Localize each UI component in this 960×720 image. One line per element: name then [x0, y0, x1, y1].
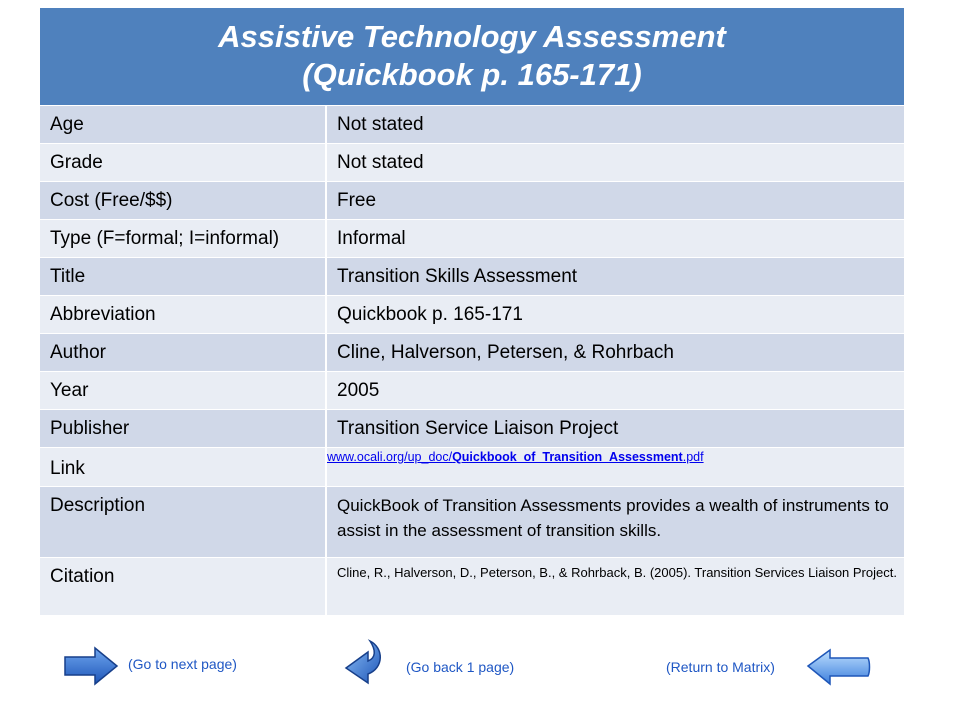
row-label: Publisher: [40, 410, 327, 447]
row-label: Abbreviation: [40, 296, 327, 333]
pdf-link[interactable]: [327, 450, 704, 464]
return-arrow-icon[interactable]: [806, 646, 872, 688]
row-value: Quickbook p. 165-171: [337, 304, 523, 325]
row-label: Cost (Free/$$): [40, 182, 327, 219]
link-bold: Quickbook_of_Transition_Assessment: [452, 450, 683, 464]
table-row-citation: [40, 557, 904, 615]
table-row-author: [40, 333, 904, 371]
table-row-grade: [40, 143, 904, 181]
row-value: Cline, Halverson, Petersen, & Rohrbach: [337, 342, 674, 363]
table-row-age: [40, 105, 904, 143]
row-value: Not stated: [337, 114, 424, 135]
next-page-arrow-icon[interactable]: [63, 646, 119, 686]
table-row-abbreviation: [40, 295, 904, 333]
link-prefix: www.ocali.org/up_doc/: [327, 450, 453, 464]
table-title: [40, 8, 904, 105]
row-value: Informal: [337, 228, 406, 249]
row-label: Citation: [40, 558, 327, 615]
go-to-next-page-link[interactable]: (Go to next page): [128, 656, 237, 672]
table-row-type: [40, 219, 904, 257]
table-row-publisher: [40, 409, 904, 447]
row-value: [327, 448, 904, 486]
table-row-description: [40, 486, 904, 557]
row-label: Age: [40, 106, 327, 143]
row-label: Grade: [40, 144, 327, 181]
row-value: Transition Service Liaison Project: [337, 418, 619, 439]
table-row-link: [40, 447, 904, 486]
row-value: 2005: [337, 380, 380, 401]
assessment-table: [40, 8, 904, 615]
table-row-title: [40, 257, 904, 295]
row-value: Cline, R., Halverson, D., Peterson, B., & Rohrback, B. (2005). Transition Services Liaison Project.: [337, 565, 897, 580]
row-label: Description: [40, 487, 327, 557]
row-value: Not stated: [337, 152, 424, 173]
title-line-1: Assistive Technology Assessment: [218, 19, 726, 54]
table-row-cost: [40, 181, 904, 219]
go-back-arrow-icon[interactable]: [340, 638, 386, 690]
go-back-one-page-link[interactable]: (Go back 1 page): [406, 659, 515, 675]
row-label: Title: [40, 258, 327, 295]
return-to-matrix-link[interactable]: (Return to Matrix): [666, 659, 775, 675]
link-suffix: .pdf: [682, 450, 704, 464]
row-value: QuickBook of Transition Assessments provides a wealth of instruments to assist in the assessment of transition skills.: [337, 496, 889, 540]
row-value: Free: [337, 190, 377, 211]
row-label: Link: [40, 448, 327, 486]
row-value: Transition Skills Assessment: [337, 266, 578, 287]
row-label: Author: [40, 334, 327, 371]
row-label: Year: [40, 372, 327, 409]
row-label: Type (F=formal; I=informal): [40, 220, 327, 257]
title-line-2: (Quickbook p. 165-171): [302, 57, 642, 92]
table-row-year: [40, 371, 904, 409]
